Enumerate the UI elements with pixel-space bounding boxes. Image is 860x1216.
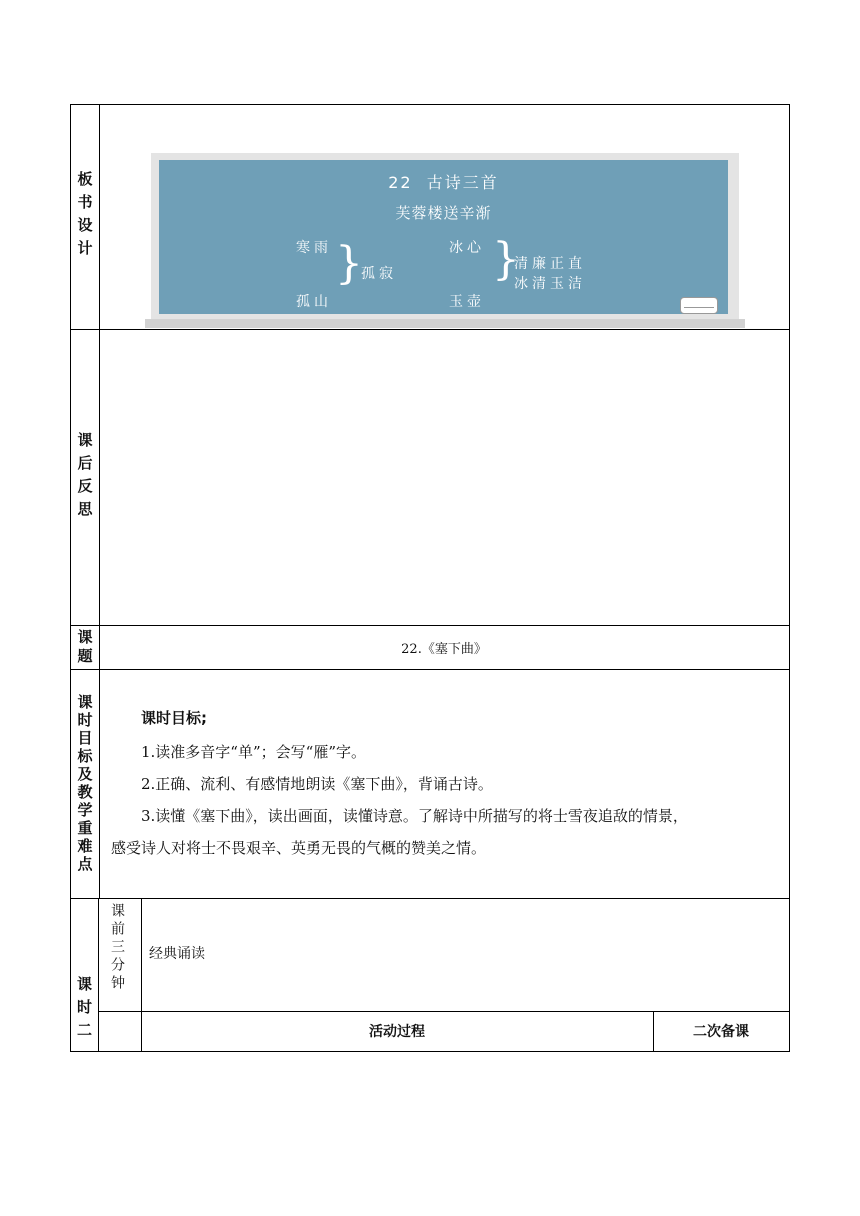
topic-label: 课题 [75, 628, 94, 667]
board-subtitle: 芙蓉楼送辛渐 [395, 204, 492, 222]
lesson-row [70, 898, 790, 1052]
board-design-label: 板书设计 [75, 171, 94, 263]
eraser-icon [680, 297, 718, 314]
board-summary-qinglian: 清廉正直 [514, 256, 586, 272]
reflection-label-cell [71, 330, 100, 625]
pre-class-label-cell [99, 899, 142, 1011]
topic-row [70, 625, 790, 670]
blackboard-ledge [145, 319, 745, 328]
goal-item: 3.读懂《塞下曲》，读出画面，读懂诗意。了解诗中所描写的将士雪夜追敌的情景， [141, 807, 688, 825]
board-word-yuhu: 玉壶 [449, 294, 485, 310]
blackboard [159, 160, 728, 314]
board-design-label-cell [71, 105, 100, 329]
goals-label-cell [71, 670, 100, 898]
reflection-label: 课后反思 [75, 431, 94, 524]
topic-content [99, 626, 789, 669]
goals-content [99, 670, 789, 898]
board-word-bingxin: 冰心 [449, 240, 485, 256]
activity-header: 活动过程 [141, 1011, 654, 1051]
lesson-label-cell [71, 899, 99, 1051]
second-prep-header: 二次备课 [693, 1024, 749, 1040]
lesson-label: 课时二 [75, 976, 93, 1045]
pre-class-label: 课前三分钟 [109, 903, 125, 993]
activity-blank-cell [99, 1011, 142, 1051]
activity-header-row [99, 1011, 789, 1051]
goals-text [111, 702, 777, 864]
right-brace-icon: } [492, 234, 520, 285]
board-word-gushan: 孤山 [296, 294, 332, 310]
topic-value: 22.《塞下曲》 [401, 642, 487, 657]
board-design-content [99, 105, 789, 329]
reflection-row [70, 329, 790, 626]
pre-class-content [141, 899, 789, 1011]
goal-item: 1.读准多音字“单”；会写“雁”字。 [141, 743, 366, 761]
goal-item-continued: 感受诗人对将士不畏艰辛、英勇无畏的气概的赞美之情。 [111, 839, 487, 857]
topic-label-cell [71, 626, 100, 669]
goal-item: 2.正确、流利、有感情地朗读《塞下曲》，背诵古诗。 [141, 775, 493, 793]
goals-row [70, 669, 790, 899]
blackboard-frame [151, 153, 739, 320]
board-design-row [70, 104, 790, 330]
pre-class-row [99, 899, 789, 1012]
pre-class-text: 经典诵读 [149, 946, 205, 962]
board-summary-bingqing: 冰清玉洁 [514, 276, 586, 292]
board-title: 22 古诗三首 [388, 173, 499, 192]
goals-heading: 课时目标; [141, 709, 207, 727]
left-brace-icon: } [335, 238, 363, 289]
reflection-content[interactable] [99, 330, 789, 625]
board-summary-guji: 孤寂 [361, 266, 397, 282]
board-word-hanyu: 寒雨 [296, 240, 332, 256]
goals-label: 课时目标及教学重难点 [75, 694, 94, 874]
